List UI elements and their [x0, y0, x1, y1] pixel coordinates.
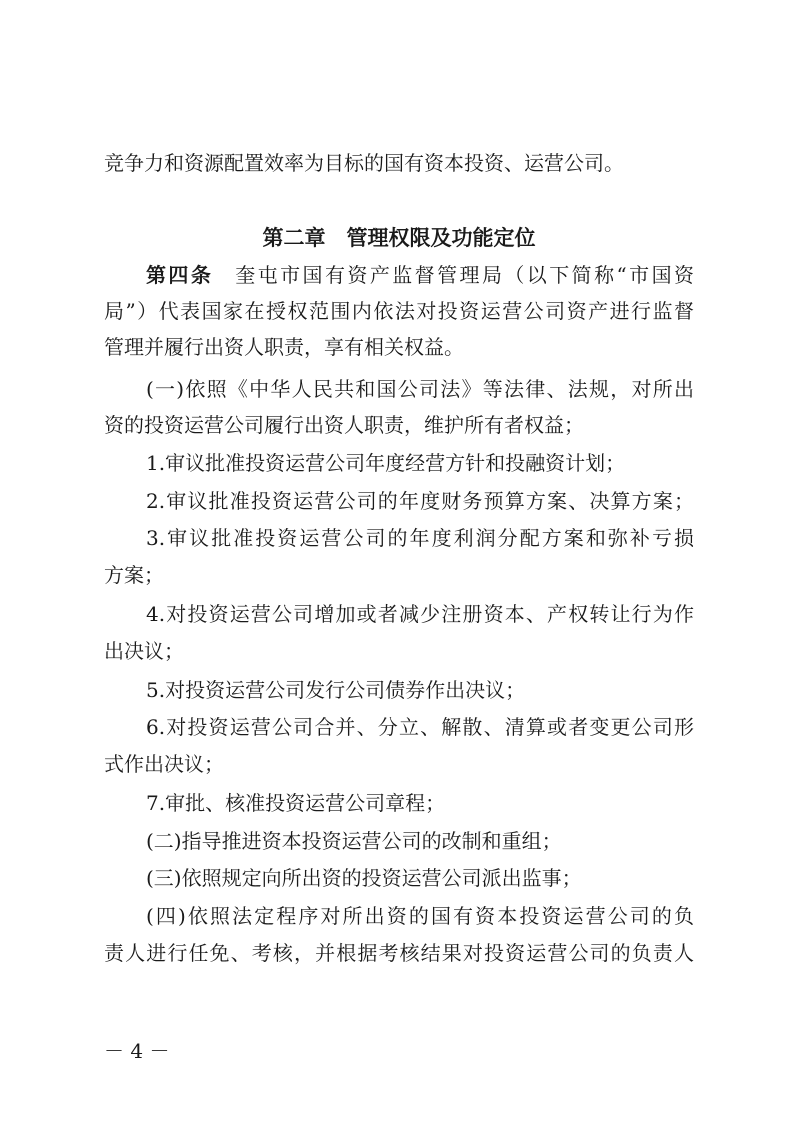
sub-item-3-line-2: 方案； — [104, 563, 164, 587]
item-4-line-1: (四)依照法定程序对所出资的国有资本投资运营公司的负 — [146, 904, 694, 928]
sub-item-4-line-1: 4.对投资运营公司增加或者减少注册资本、产权转让行为作 — [146, 602, 694, 626]
article-4-text-1: 奎屯市国有资产监督管理局（以下简称“市国资 — [235, 263, 694, 287]
item-4-line-2: 责人进行任免、考核，并根据考核结果对投资运营公司的负责人 — [104, 941, 694, 965]
article-4-line-2: 局”）代表国家在授权范围内依法对投资运营公司资产进行监督 — [104, 299, 694, 323]
continued-paragraph-line: 竞争力和资源配置效率为目标的国有资本投资、运营公司。 — [104, 151, 624, 175]
sub-item-2: 2.审议批准投资运营公司的年度财务预算方案、决算方案； — [146, 489, 694, 513]
sub-item-7: 7.审批、核准投资运营公司章程； — [146, 791, 446, 815]
article-4-line-3: 管理并履行出资人职责，享有相关权益。 — [104, 335, 464, 359]
sub-item-1: 1.审议批准投资运营公司年度经营方针和投融资计划； — [146, 451, 626, 475]
item-2: (二)指导推进资本投资运营公司的改制和重组； — [146, 829, 562, 853]
item-3: (三)依照规定向所出资的投资运营公司派出监事； — [146, 866, 582, 890]
sub-item-6-line-1: 6.对投资运营公司合并、分立、解散、清算或者变更公司形 — [146, 715, 694, 739]
article-4-heading: 第四条 — [146, 263, 214, 287]
sub-item-6-line-2: 式作出决议； — [104, 752, 224, 776]
sub-item-4-line-2: 出决议； — [104, 639, 184, 663]
sub-item-5: 5.对投资运营公司发行公司债券作出决议； — [146, 678, 526, 702]
article-4-line-1 — [146, 255, 694, 295]
item-1-line-1: (一)依照《中华人民共和国公司法》等法律、法规，对所出 — [146, 377, 694, 401]
chapter-title: 第二章 管理权限及功能定位 — [262, 226, 536, 250]
sub-item-3-line-1: 3.审议批准投资运营公司的年度利润分配方案和弥补亏损 — [146, 526, 694, 550]
item-1-line-2: 资的投资运营公司履行出资人职责，维护所有者权益； — [104, 413, 584, 437]
page-number: － 4 － — [104, 1039, 170, 1063]
